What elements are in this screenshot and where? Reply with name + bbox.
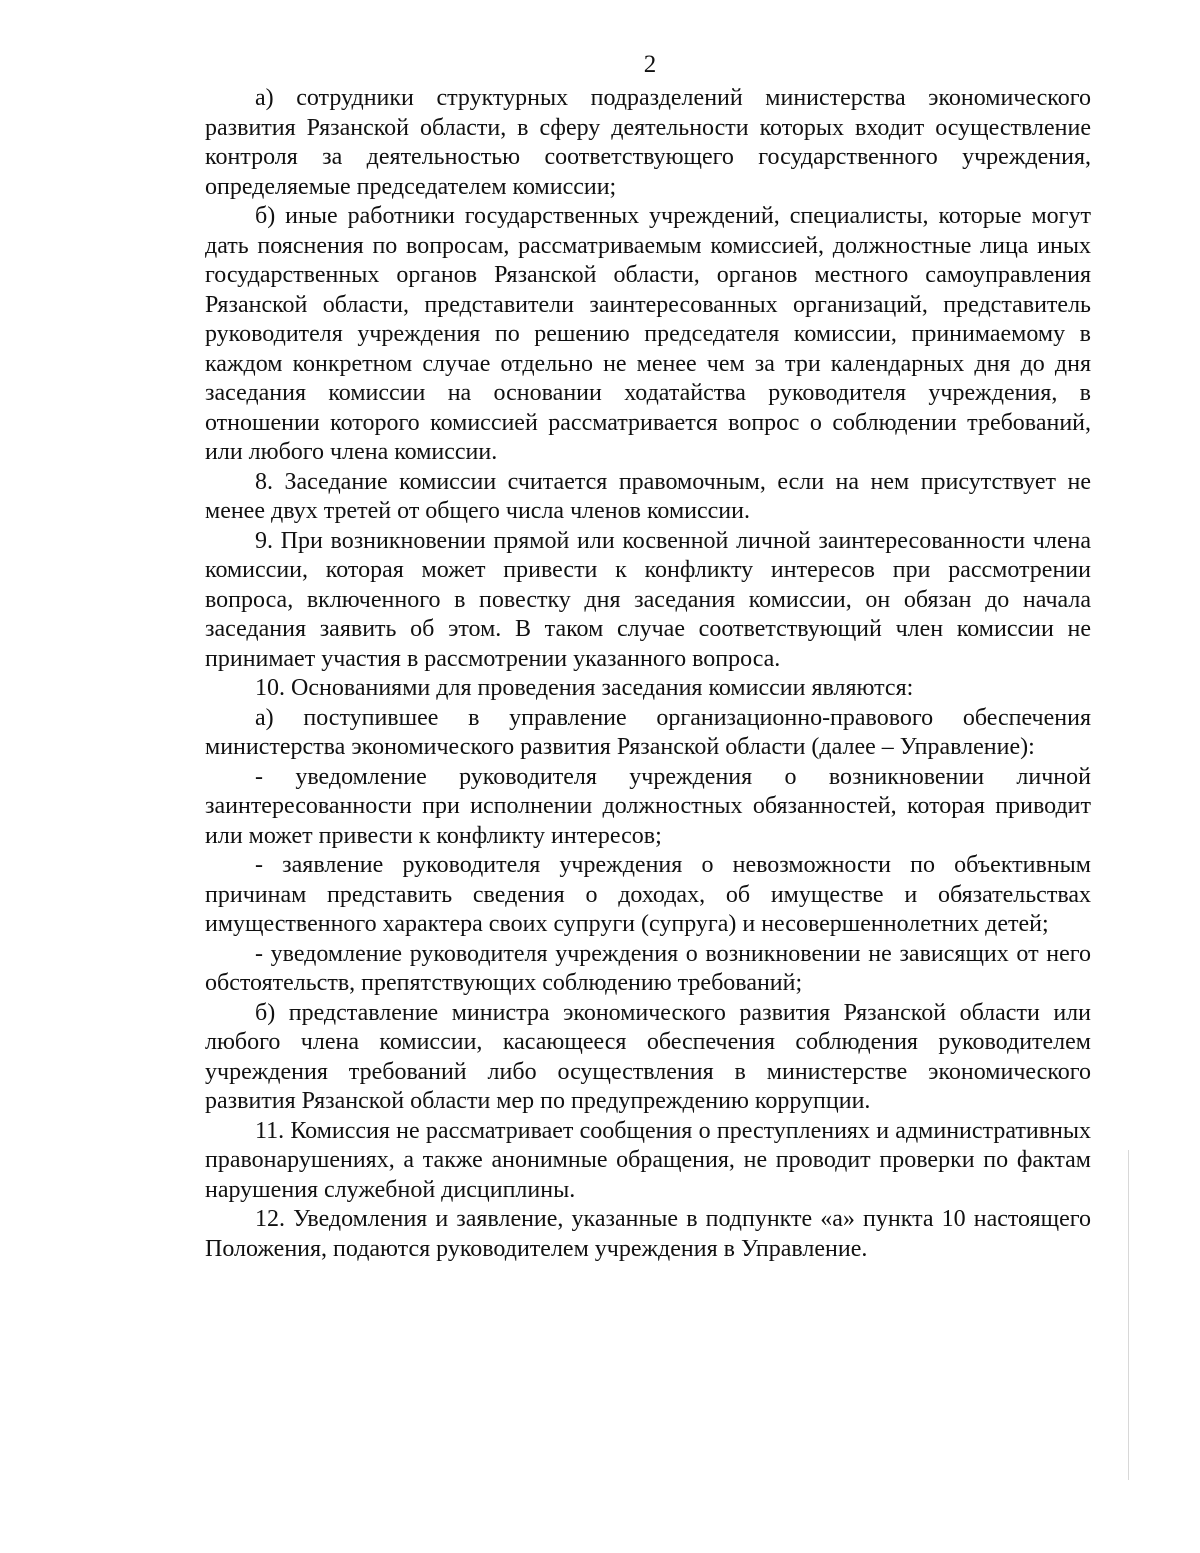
paragraph-8: 8. Заседание комиссии считается правомочным, если на нем присутствует не менее двух третей от общего числа членов комиссии.	[205, 468, 1091, 524]
page-number: 2	[643, 51, 657, 78]
scan-artifact-line	[1128, 1150, 1129, 1480]
paragraph-10b: б) представление министра экономического развития Рязанской области или любого члена комиссии, касающееся обеспечения соблюдения руководителем учреждения требований либо осуществления в министерстве экономического развития Рязанской области мер по предупреждению коррупции.	[205, 999, 1091, 1114]
paragraph-7b: б) иные работники государственных учреждений, специалисты, которые могут дать пояснения по вопросам, рассматриваемым комиссией, должностные лица иных государственных органов Рязанской области, органов местного самоуправления Рязанской области, представители заинтересованных организаций, представитель руководителя учреждения по решению председателя комиссии, принимаемому в каждом конкретном случае отдельно не менее чем за три календарных дня до дня заседания комиссии на основании ходатайства руководителя учреждения, в отношении которого комиссией рассматривается вопрос о соблюдении требований, или любого члена комиссии.	[205, 203, 1091, 465]
paragraph-7a: а) сотрудники структурных подразделений министерства экономического развития Рязанской области, в сферу деятельности которых входит осуществление контроля за деятельностью соответствующего государственного учреждения, определяемые председателем комиссии;	[205, 85, 1091, 200]
paragraph-11: 11. Комиссия не рассматривает сообщения о преступлениях и административных правонарушениях, а также анонимные обращения, не проводит проверки по фактам нарушения служебной дисциплины.	[205, 1117, 1091, 1203]
paragraph-10: 10. Основаниями для проведения заседания комиссии являются:	[255, 675, 914, 701]
paragraph-10a: а) поступившее в управление организационно-правового обеспечения министерства экономического развития Рязанской области (далее – Управление):	[205, 704, 1091, 760]
paragraph-10a-item-1: - уведомление руководителя учреждения о возникновении личной заинтересованности при исполнении должностных обязанностей, которая приводит или может привести к конфликту интересов;	[205, 763, 1091, 849]
document-body	[205, 84, 1091, 1264]
paragraph-12: 12. Уведомления и заявление, указанные в подпункте «а» пункта 10 настоящего Положения, подаются руководителем учреждения в Управление.	[205, 1206, 1091, 1262]
paragraph-10a-item-2: - заявление руководителя учреждения о невозможности по объективным причинам представить сведения о доходах, об имуществе и обязательствах имущественного характера своих супруги (супруга) и несовершеннолетних детей;	[205, 852, 1091, 937]
paragraph-10a-item-3: - уведомление руководителя учреждения о возникновении не зависящих от него обстоятельств, препятствующих соблюдению требований;	[205, 940, 1091, 996]
paragraph-9: 9. При возникновении прямой или косвенной личной заинтересованности члена комиссии, которая может привести к конфликту интересов при рассмотрении вопроса, включенного в повестку дня заседания комиссии, он обязан до начала заседания заявить об этом. В таком случае соответствующий член комиссии не принимает участия в рассмотрении указанного вопроса.	[205, 527, 1091, 672]
